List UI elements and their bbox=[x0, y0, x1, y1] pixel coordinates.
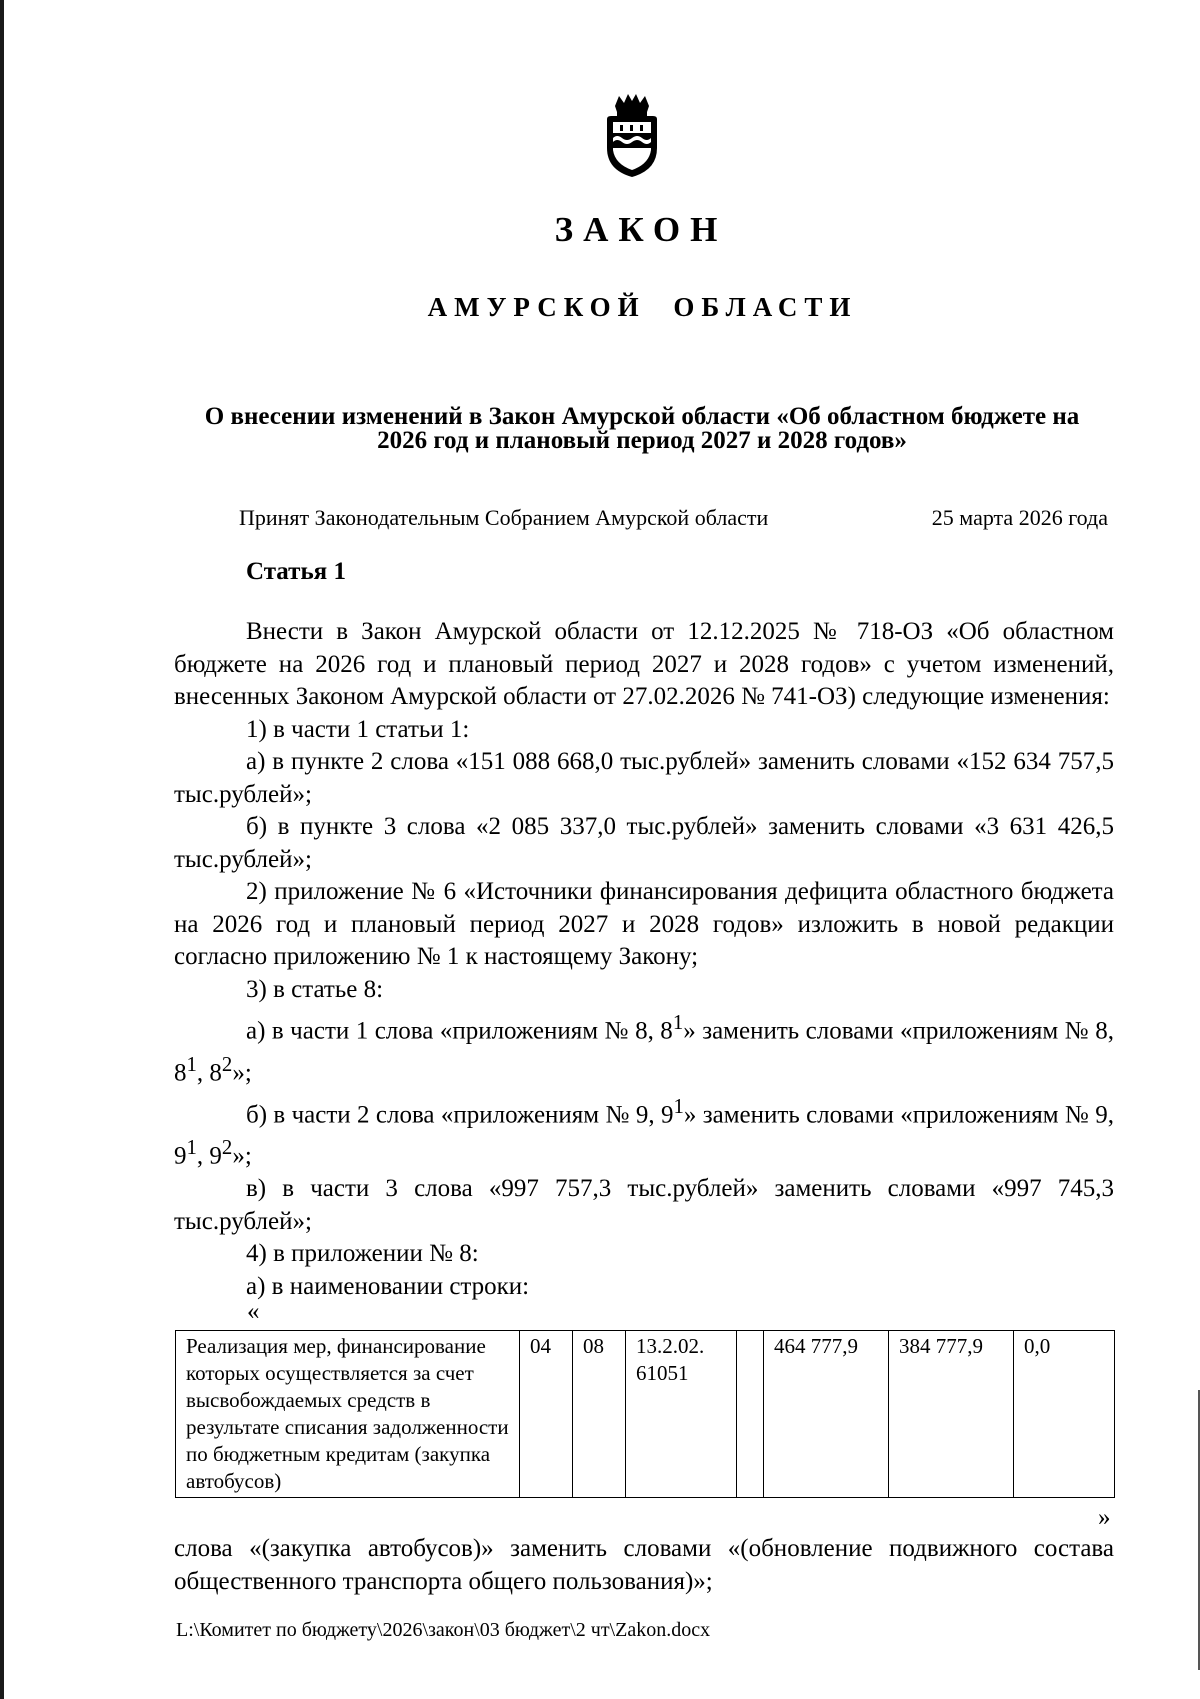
replacement-text: слова «(закупка автобусов)» заменить словами «(обновление подвижного состава общественного транспорта общего пользования)»; bbox=[174, 1535, 1114, 1595]
clause-3b: б) в части 2 слова «приложениям № 9, $9^1$» заменить словами «приложениям № 9, $9^1$, $9^2$»; bbox=[174, 1093, 1114, 1170]
row-target: 13.2.02. 61051 bbox=[626, 1331, 737, 1498]
clause-1b: б) в пункте 3 слова «2 085 337,0 тыс.рублей» заменить словами «3 631 426,5 тыс.рублей»; bbox=[174, 813, 1114, 873]
clause-1a: а) в пункте 2 слова «151 088 668,0 тыс.рублей» заменить словами «152 634 757,5 тыс.рублей»; bbox=[174, 748, 1114, 808]
row-subsection: 08 bbox=[573, 1331, 626, 1498]
clause-4a: а) в наименовании строки: bbox=[246, 1272, 530, 1300]
replacement-paragraph bbox=[174, 1533, 1114, 1598]
clause-4: 4) в приложении № 8: bbox=[246, 1240, 479, 1268]
clause-2: 2) приложение № 6 «Источники финансирования дефицита областного бюджета на 2026 год и плановый период 2027 и 2028 годов» изложить в новой редакции согласно приложению № 1 к настоящему Закону; bbox=[174, 878, 1114, 970]
row-expense-type bbox=[737, 1331, 764, 1498]
budget-table bbox=[175, 1330, 1115, 1498]
row-section: 04 bbox=[520, 1331, 573, 1498]
adoption-text: Принят Законодательным Собранием Амурской области bbox=[239, 505, 769, 530]
clause-3a: а) в части 1 слова «приложениям № 8, $8^1$» заменить словами «приложениям № 8, $8^1$, $8^2$»; bbox=[174, 1010, 1114, 1087]
quote-open: « bbox=[247, 1298, 260, 1325]
adoption-date: 25 марта 2026 года bbox=[931, 505, 1108, 530]
document-title: ЗАКОН bbox=[554, 210, 728, 249]
table-row bbox=[176, 1331, 1115, 1498]
file-path-footer: L:\Комитет по бюджету\2026\закон\03 бюджет\2 чт\Zakon.docx bbox=[176, 1619, 711, 1641]
adoption-line bbox=[239, 505, 1108, 531]
scan-edge-left bbox=[0, 0, 4, 1699]
coat-of-arms-emblem bbox=[603, 92, 661, 178]
clause-3c: в) в части 3 слова «997 757,3 тыс.рублей» заменить словами «997 745,3 тыс.рублей»; bbox=[174, 1175, 1114, 1235]
row-amount-2028: 0,0 bbox=[1014, 1331, 1115, 1498]
document-region: АМУРСКОЙ ОБЛАСТИ bbox=[427, 292, 858, 322]
quote-close: » bbox=[1098, 1504, 1111, 1531]
row-amount-2027: 384 777,9 bbox=[889, 1331, 1014, 1498]
article-title: Статья 1 bbox=[246, 558, 346, 585]
article-body bbox=[174, 616, 1114, 1303]
clause-1: 1) в части 1 статьи 1: bbox=[246, 715, 470, 743]
row-amount-2026: 464 777,9 bbox=[764, 1331, 889, 1498]
document-subject: О внесении изменений в Закон Амурской области «Об областном бюджете на 2026 год и плановый период 2027 и 2028 годов» bbox=[204, 403, 1080, 454]
article-intro: Внести в Закон Амурской области от 12.12.2025 № 718-ОЗ «Об областном бюджете на 2026 год и плановый период 2027 и 2028 годов» с учетом изменений, внесенных Законом Амурской области от 27.02.2026 № 741-ОЗ) следующие изменения: bbox=[174, 618, 1114, 710]
row-name: Реализация мер, финансирование которых осуществляется за счет высвобождаемых средств в результате списания задолженности по бюджетным кредитам (закупка автобусов) bbox=[176, 1331, 520, 1498]
clause-3: 3) в статье 8: bbox=[246, 975, 384, 1003]
